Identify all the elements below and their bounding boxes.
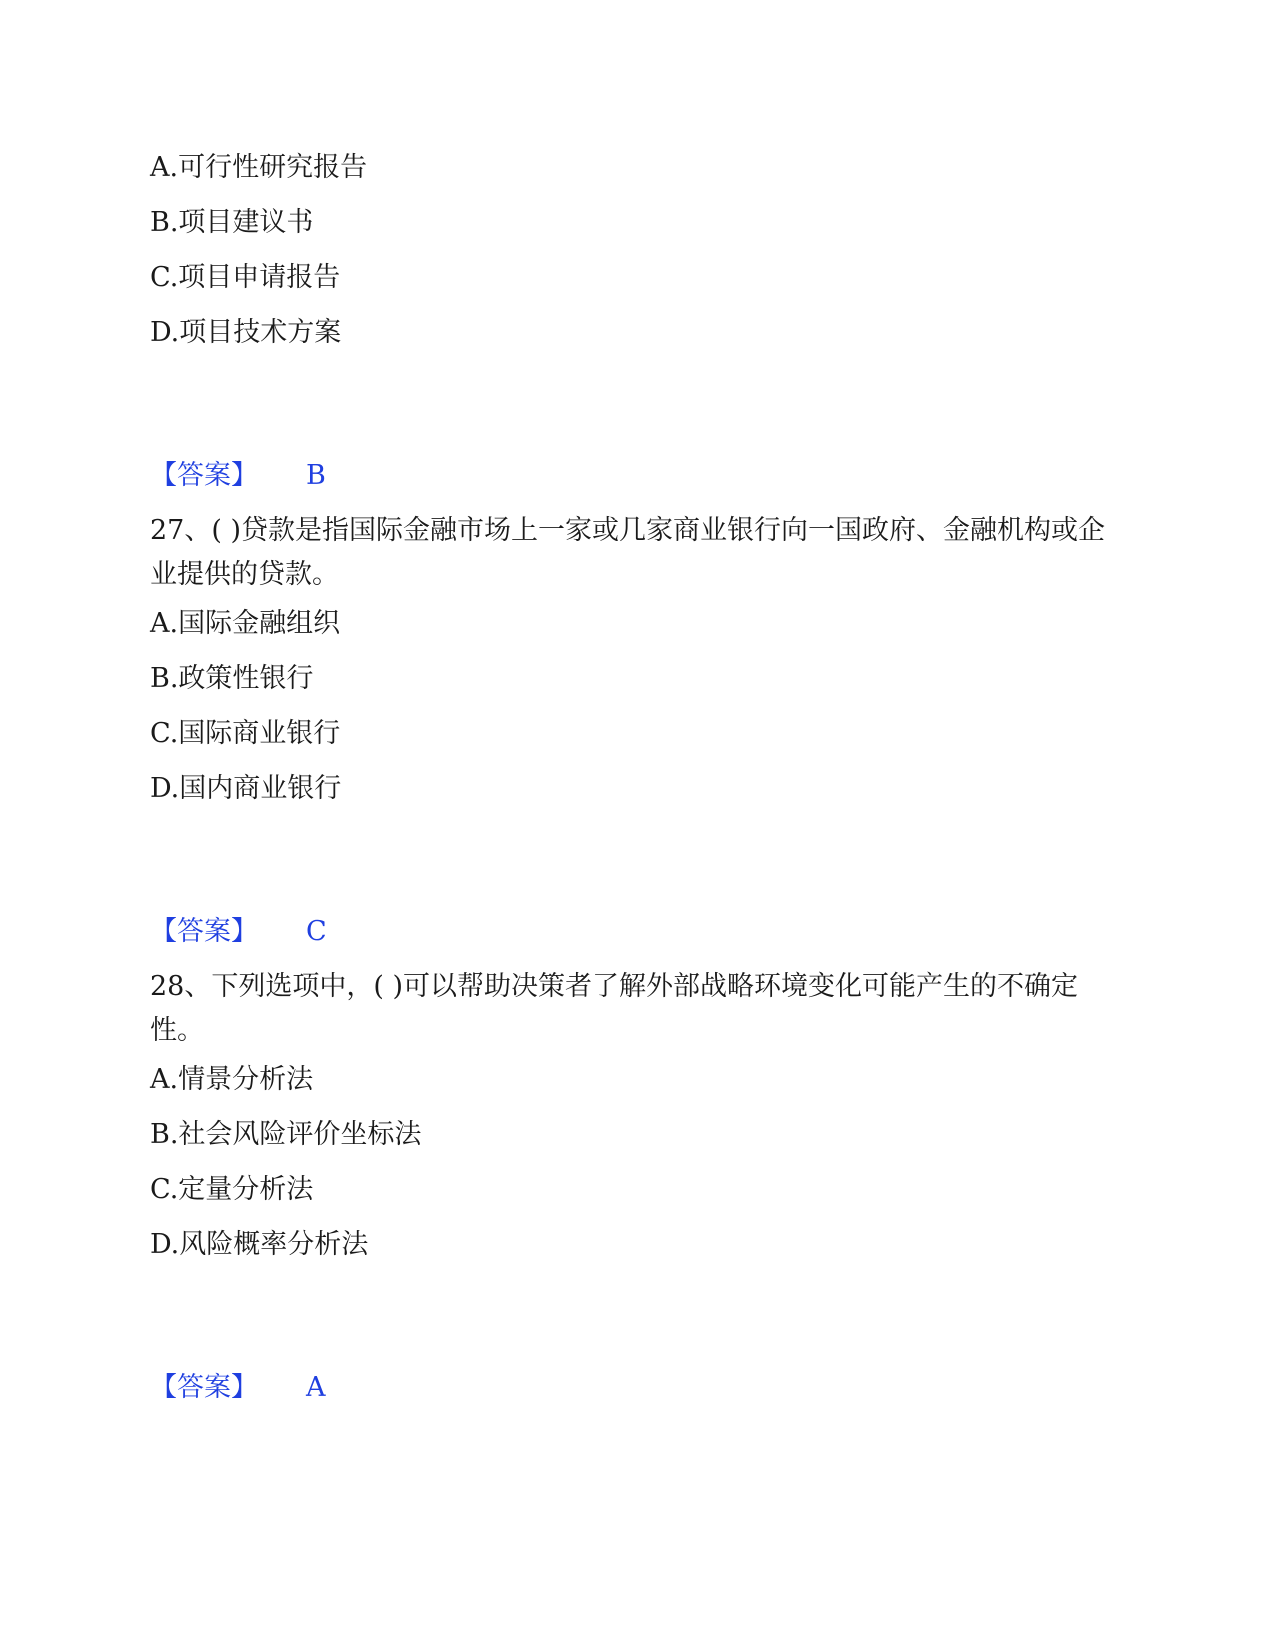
question-text: 28、下列选项中，( )可以帮助决策者了解外部战略环境变化可能产生的不确定性。 [150, 971, 1079, 1046]
option-d: D.风险概率分析法 [150, 1229, 369, 1260]
option-d: D.国内商业银行 [150, 773, 342, 804]
answer-value: A [306, 1372, 326, 1403]
question-text: 27、( )贷款是指国际金融市场上一家或几家商业银行向一国政府、金融机构或企业提供的贷款。 [150, 515, 1106, 590]
answer-row [150, 1370, 326, 1406]
answer-value: B [306, 460, 326, 491]
answer-label: 【答案】 [150, 460, 258, 491]
option-c: C.定量分析法 [150, 1174, 314, 1205]
answer-value: C [306, 916, 327, 947]
answer-row [150, 458, 326, 494]
option-c: C.项目申请报告 [150, 262, 341, 293]
option-a: A.情景分析法 [150, 1064, 314, 1095]
answer-label: 【答案】 [150, 916, 258, 947]
answer-row [150, 914, 327, 950]
option-c: C.国际商业银行 [150, 718, 341, 749]
option-a: A.可行性研究报告 [150, 152, 368, 183]
option-d: D.项目技术方案 [150, 317, 342, 348]
option-a: A.国际金融组织 [150, 608, 341, 639]
answer-label: 【答案】 [150, 1372, 258, 1403]
option-b: B.政策性银行 [150, 663, 314, 694]
option-b: B.社会风险评价坐标法 [150, 1119, 422, 1150]
option-b: B.项目建议书 [150, 207, 314, 238]
